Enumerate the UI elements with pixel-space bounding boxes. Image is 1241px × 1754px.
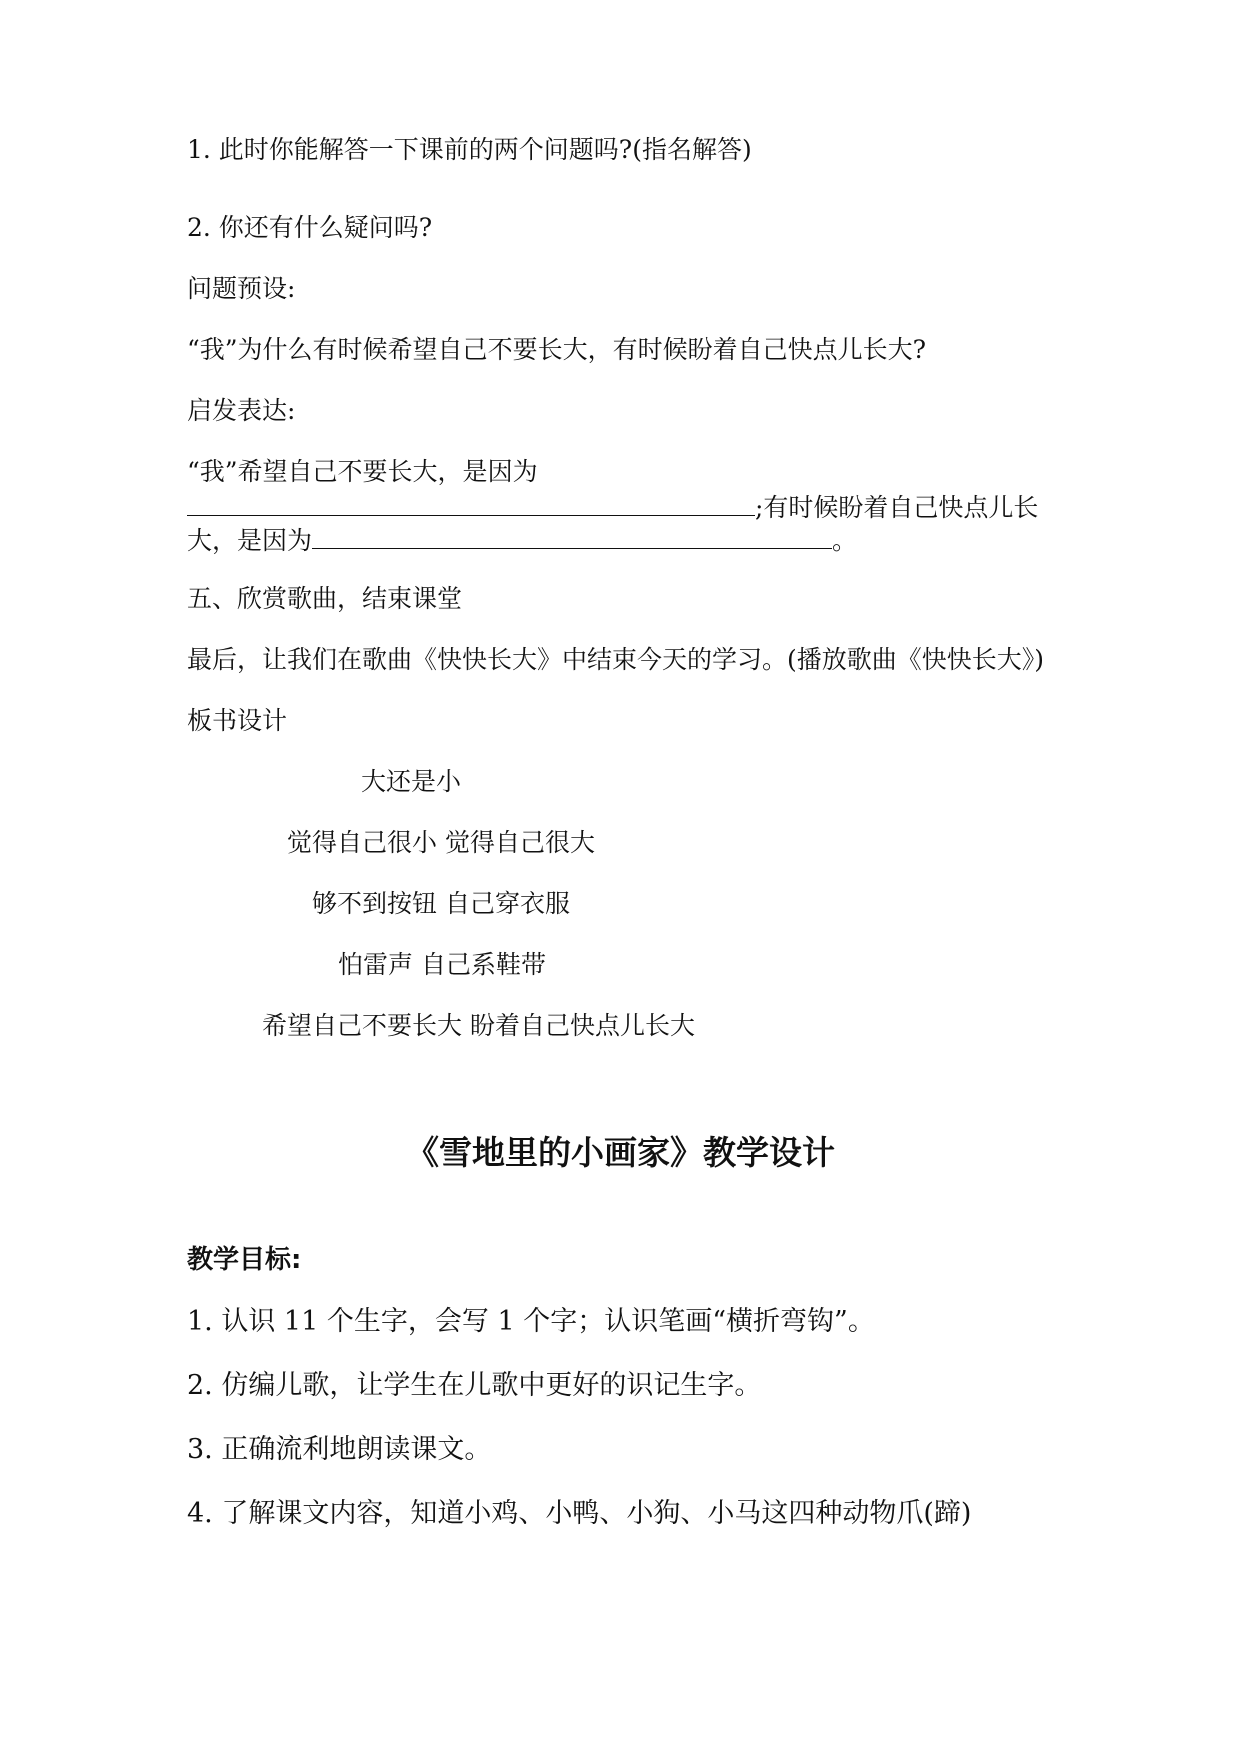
inspire-line-2-text: ;有时候盼着自己快点儿长 [755,493,1039,522]
fill-blank-2 [312,522,832,549]
board-row-3: 怕雷声 自己系鞋带 [338,950,546,979]
goal-4: 4. 了解课文内容，知道小鸡、小鸭、小狗、小马这四种动物爪(蹄) [187,1498,972,1529]
inspire-line-3-tail: 。 [832,526,858,555]
step-5-heading: 五、欣赏歌曲，结束课堂 [187,584,463,613]
preset-label: 问题预设: [187,274,296,303]
goals-heading: 教学目标: [187,1245,302,1275]
goal-1: 1. 认识 11 个生字，会写 1 个字；认识笔画“横折弯钩”。 [187,1306,875,1337]
step-5-text: 最后，让我们在歌曲《快快长大》中结束今天的学习。(播放歌曲《快快长大》) [187,645,1045,674]
inspire-line-2 [187,489,1038,524]
inspire-line-3-head: 大，是因为 [187,526,313,555]
inspire-label: 启发表达: [187,396,296,425]
preset-question: “我”为什么有时候希望自己不要长大，有时候盼着自己快点儿长大? [187,335,926,364]
inspire-line-1: “我”希望自己不要长大，是因为 [187,457,538,486]
goal-2: 2. 仿编儿歌，让学生在儿歌中更好的识记生字。 [187,1370,762,1401]
inspire-line-3 [187,522,857,557]
lesson-title: 《雪地里的小画家》教学设计 [406,1133,835,1172]
board-row-2: 够不到按钮 自己穿衣服 [312,889,570,918]
board-title: 大还是小 [361,767,462,796]
question-1: 1. 此时你能解答一下课前的两个问题吗?(指名解答) [187,135,752,164]
fill-blank-1 [187,489,755,516]
board-label: 板书设计 [187,706,288,735]
question-2: 2. 你还有什么疑问吗? [187,213,433,242]
board-row-1: 觉得自己很小 觉得自己很大 [287,828,595,857]
goal-3: 3. 正确流利地朗读课文。 [187,1434,492,1465]
board-row-4: 希望自己不要长大 盼着自己快点儿长大 [262,1011,695,1040]
